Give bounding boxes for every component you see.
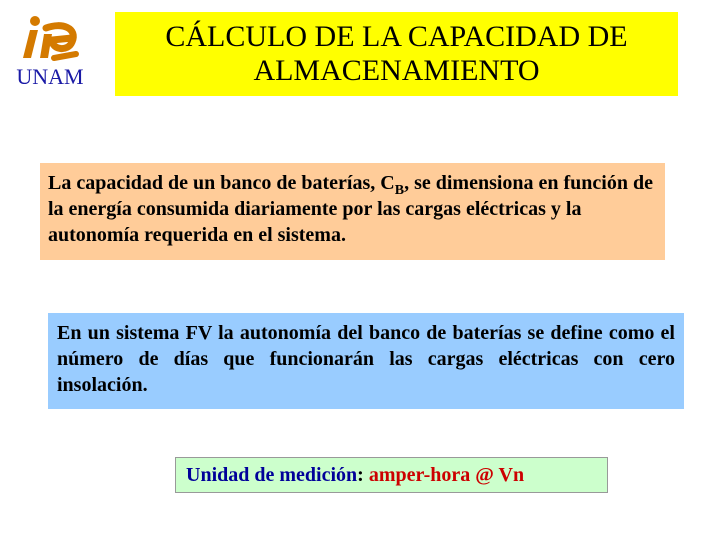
title-banner [115, 12, 678, 96]
unit-colon: : [357, 464, 369, 486]
paragraph1-text-end: , se dimensiona en función de la energía consumida diariamente por las cargas eléctricas y la autonomía requerida en el sistema. [48, 172, 653, 246]
unit-value: amper-hora @ Vn [368, 464, 525, 486]
autonomy-paragraph [48, 313, 684, 409]
logo-text: UNAM [16, 64, 84, 89]
paragraph1-text-start: La capacidad de un banco de baterías, C [48, 172, 395, 194]
paragraph2-text: En un sistema FV la autonomía del banco de baterías se define como el número de días que funcionarán las cargas eléctricas con cero insolación. [57, 322, 675, 396]
iie-logo-icon [16, 14, 84, 64]
page-title [165, 20, 627, 88]
unit-label: Unidad de medición [186, 464, 358, 486]
title-line-1: CÁLCULO DE LA CAPACIDAD DE [165, 20, 628, 53]
unit-box [175, 457, 608, 493]
unam-logo [8, 12, 92, 88]
title-line-2: ALMACENAMIENTO [253, 54, 540, 87]
battery-capacity-paragraph [40, 163, 665, 260]
capacity-subscript: B [394, 183, 405, 198]
